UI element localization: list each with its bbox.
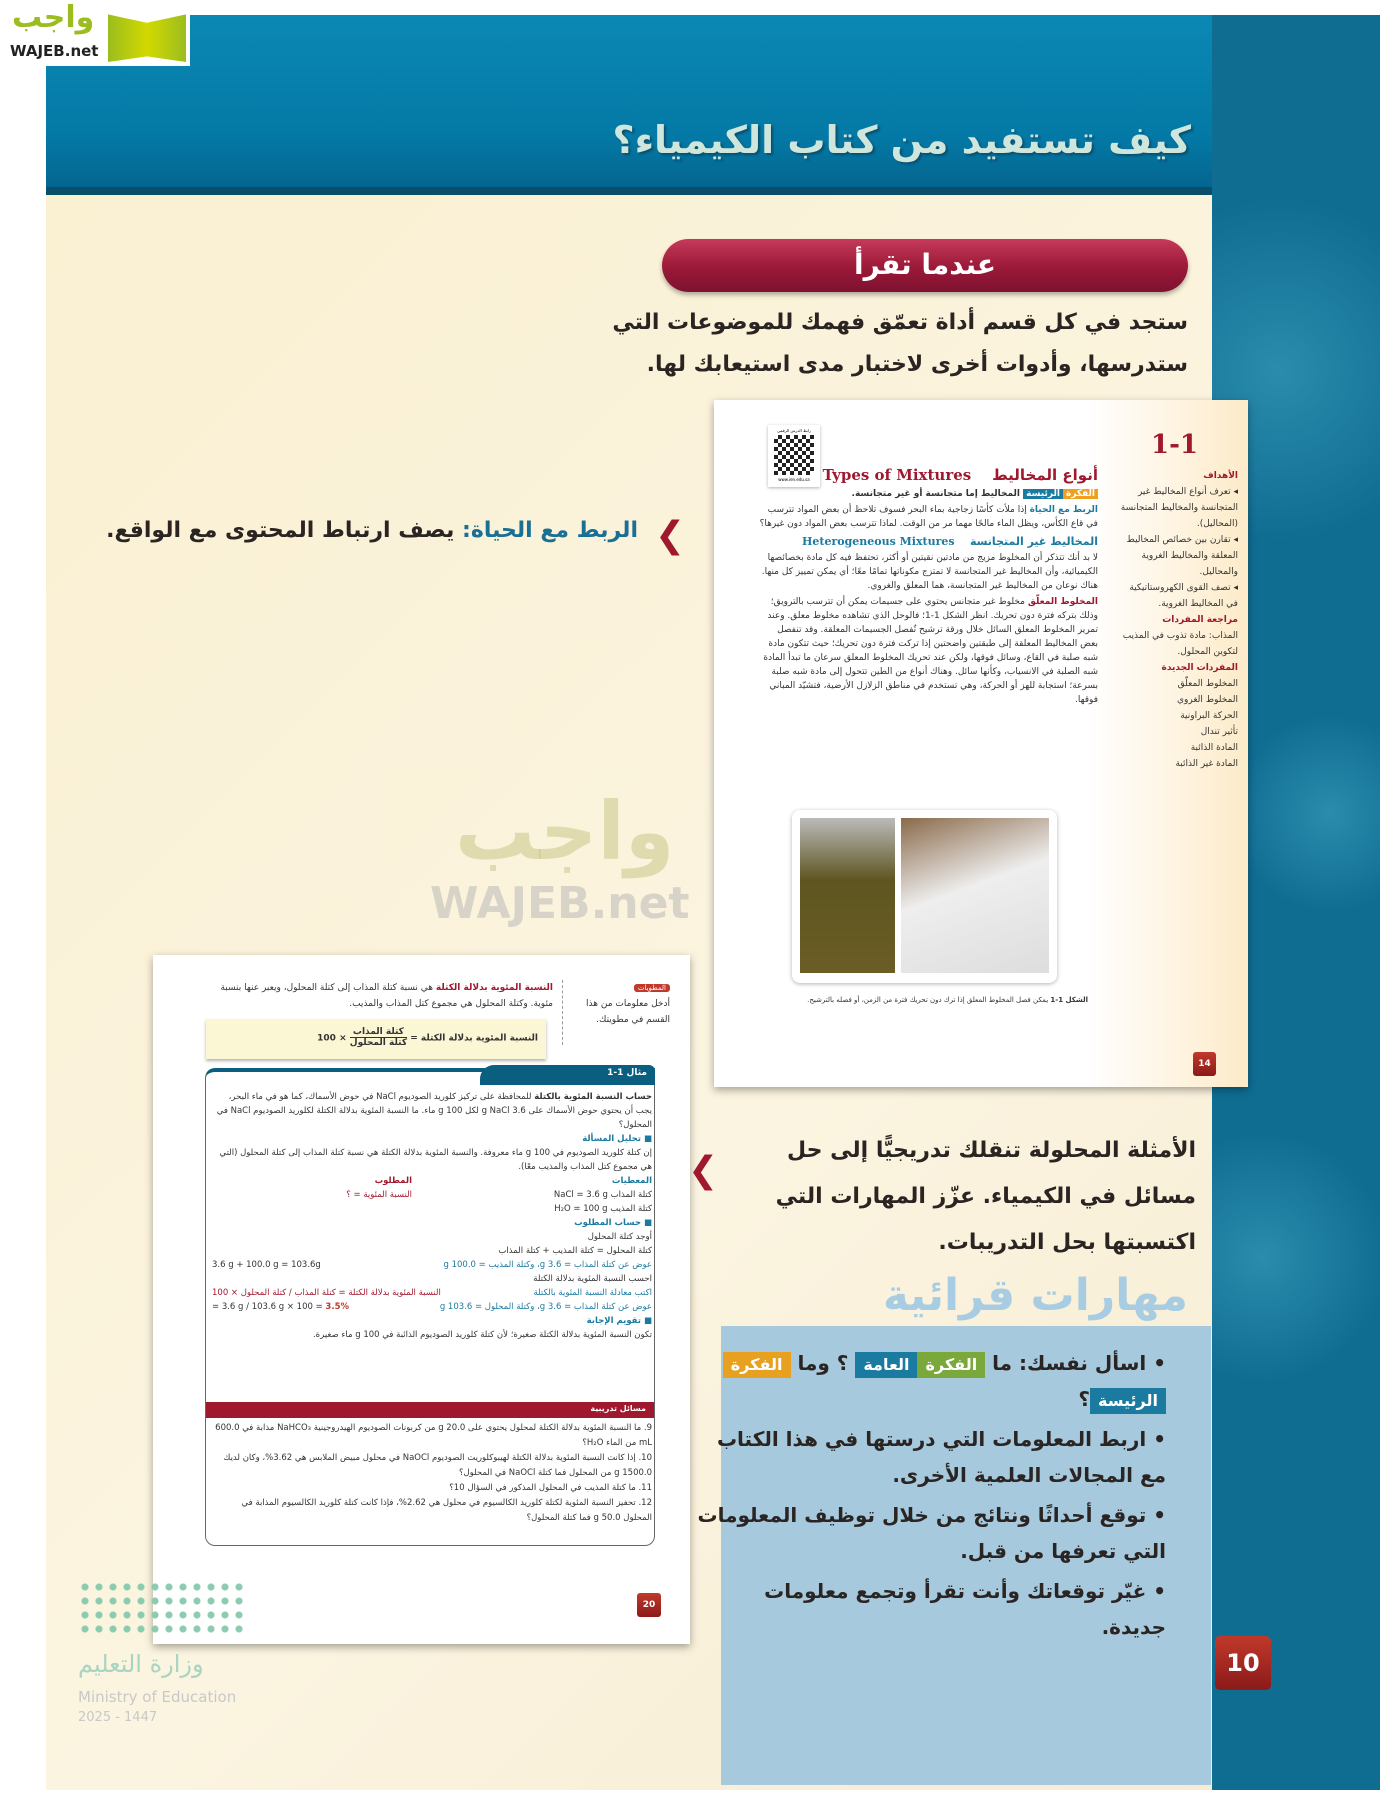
life-connection: الربط مع الحياة إذا ملأت كأسًا زجاجية بماء البحر فسوف تلاحظ أن بعض المواد تترسب في قاع الكأس، ويظل الماء مالحًا مهما مر من الوقت. لماذا تترسب بعض المواد دون غيرها؟ bbox=[759, 505, 1098, 529]
solved-examples-callout: الأمثلة المحلولة تنقلك تدريجيًّا إلى حل مسائل في الكيمياء. عزّز المهارات التي اكتسبتها بحل التدريبات. bbox=[775, 1138, 1196, 1255]
lesson-main-column bbox=[758, 465, 1098, 707]
page-number-badge: 14 bbox=[1193, 1052, 1216, 1076]
wajeb-logo bbox=[0, 0, 190, 66]
list-item: • اربط المعلومات التي درستها في هذا الكتاب مع المجالات العلمية الأخرى. bbox=[716, 1427, 1166, 1487]
chevron-left-icon: ❮ bbox=[688, 1150, 719, 1191]
list-item: • غيّر توقعاتك وأنت تقرأ وتجمع معلومات جديدة. bbox=[764, 1579, 1166, 1639]
book-page-14 bbox=[714, 400, 1248, 1087]
figure-photo bbox=[792, 810, 1057, 983]
beaker-mud-image bbox=[800, 818, 895, 973]
ministry-name-english: Ministry of Education bbox=[78, 1688, 237, 1706]
book-page-20 bbox=[153, 955, 690, 1644]
example-tab: مثال 1-1 bbox=[480, 1065, 655, 1085]
example-body: حساب النسبة المئوية بالكتلة للمحافظة على تركيز كلوريد الصوديوم NaCl في حوض الأسماك، كما هو في ماء البحر، يجب أن يحتوي حوض الأسماك على 3.6 g NaCl لكل 100 g ماء. ما النسبة المئوية بدلالة الكتلة لكلوريد الصوديوم NaCl في المحلول؟ ■ تحليل المسألة إن كتلة كلوريد الصوديوم في 100 g ماء معروفة. والنسبة المئوية بدلالة الكتلة هي نسبة كتلة المذاب إلى كتلة المحلول (التي هي مجموع كتل المذاب والمذيب معًا). المعطيات كتلة المذاب NaCl = 3.6 g كتلة المذيب H₂O = 100 g المطلوب النسبة المئوية = ؟ ■ حساب المطلوب أوجد كتلة المحلول كتلة المحلول = كتلة المذيب + كتلة المذاب عوض عن كتلة المذاب = 3.6 g، وكتلة المذيب = 100.0 g 3.6 g + 100.0 g = 103.6g احسب النسبة المئوية بدلالة الكتلة اكتب معادلة النسبة المئوية بالكتلة النسبة المئوية بدلالة الكتلة = كتلة المذاب / كتلة المحلول × 100 عوض عن كتلة المذاب = 3.6 g، وكتلة المحلول = 103.6 g = 3.6 g / 103.6 g × 100 = 3.5% ■ تقويم الإجابة تكون النسبة المئوية بدلالة الكتلة صغيرة؛ لأن كتلة كلوريد الصوديوم الذائبة في 100 g ماء صغيرة. bbox=[212, 1092, 652, 1340]
ministry-logo-dots-icon bbox=[78, 1580, 248, 1635]
reading-skills-heading: مهارات قرائية bbox=[882, 1270, 1188, 1321]
ministry-year: 2025 - 1447 bbox=[78, 1710, 158, 1725]
formula-box: النسبة المئوية بدلالة الكتلة = كتلة المذاب كتلة المحلول × 100 bbox=[206, 1019, 546, 1059]
page-number-badge: 10 bbox=[1215, 1636, 1271, 1690]
paragraph: لا بد أنك تتذكر أن المخلوط مزيج من مادتين نقيتين أو أكثر، تحتفظ فيه كل مادة بخصائصها الكيميائية، وأن المخاليط غير المتجانسة لا تمتزج مكوناتها تمامًا معًا؛ أي يمكن تمييز كل منها. هناك نوعان من المخاليط غير المتجانسة، هما المعلق والغروي. bbox=[761, 553, 1098, 591]
book-icon bbox=[108, 6, 186, 62]
callout-label: الربط مع الحياة: bbox=[462, 518, 638, 543]
lesson-title: أنواع المخاليط Types of Mixtures bbox=[822, 466, 1098, 484]
ministry-name-arabic: وزارة التعليم bbox=[78, 1650, 204, 1678]
sidebar: الأهداف ◂ تعرف أنواع المخاليط غير المتجانسة والمخاليط المتجانسة (المحاليل). ◂ تقارن بين خصائص المخاليط المعلقة والمخاليط الغروية والمحاليل. ◂ تصف القوى الكهروستاتيكية في المخاليط الغروية. مراجعة المفردات المذاب: مادة تذوب في المذيب لتكوين المحلول. المفردات الجديدة المخلوط المعلّق المخلوط الغروي الحركة البراونية تأثير تندال المادة الذائبة المادة غير الذائبة bbox=[1120, 471, 1238, 769]
figure-caption: الشكل 1-1 يمكن فصل المخلوط المعلق إذا ترك دون تحريك فترة من الزمن، أو فصله بالترشيح. bbox=[807, 996, 1088, 1004]
foldables: المطويات أدخل معلومات من هذا القسم في مطويتك. bbox=[586, 984, 670, 1025]
watermark-latin: WAJEB.net bbox=[430, 878, 690, 929]
page-title: كيف تستفيد من كتاب الكيمياء؟ bbox=[612, 118, 1191, 162]
list-item: • توقع أحداثًا ونتائج من خلال توظيف المعلومات التي تعرفها من قبل. bbox=[697, 1503, 1166, 1563]
when-reading-banner: عندما تقرأ bbox=[662, 239, 1188, 292]
intro-paragraph: ستجد في كل قسم أداة تعمّق فهمك للموضوعات التي ستدرسها، وأدوات أخرى لاختبار مدى استيعابك لها. bbox=[612, 310, 1188, 377]
reading-skills-list bbox=[696, 1345, 1166, 1649]
chevron-left-icon: ❮ bbox=[655, 515, 686, 556]
logo-arabic: واجب bbox=[12, 0, 95, 35]
definition: النسبة المئوية بدلالة الكتلة هي نسبة كتلة المذاب إلى كتلة المحلول، ويعبر عنها بنسبة مئوية. وكتلة المحلول هي مجموع كتل المذاب والمذيب. bbox=[220, 983, 553, 1009]
paragraph: المخلوط المعلّق مخلوط غير متجانس يحتوي على جسيمات يمكن أن تترسب بالترويق؛ وذلك بتركه فترة دون تحريك. انظر الشكل 1-1؛ فالوحل الذي تشاهده مخلوط معلق. وعند تمرير المخلوط المعلق السائل خلال ورقة ترشيح تُفصل الجسيمات المعلقة. وقد تنفصل بعض المخاليط المعلقة إلى طبقتين واضحتين إذا تركت فترة دون تحريك؛ حيث تتكون مادة شبه صلبة في القاع، وسائل فوقها، ولكن عند تحريك المخلوط المعلق سرعان ما تبدأ المادة شبه الصلبة في الانسياب، وكأنها سائل. وهناك أنواع من الطين تتحول إلى مادة شبه صلبة بسرعة؛ استجابة للهز أو الحركة، وهي تستخدم في مناطق الزلازل الأرضية، فتشيّد المباني فوقها. bbox=[763, 597, 1098, 705]
main-idea: الفكرةالرئيسة المخاليط إما متجانسة أو غير متجانسة. bbox=[758, 487, 1098, 501]
header-banner bbox=[46, 15, 1212, 195]
qr-code: رابط الدرس الرقمي www.ien.edu.sa bbox=[768, 425, 820, 487]
watermark-arabic: واجب bbox=[455, 785, 675, 878]
list-item: • اسأل نفسك: ما الفكرةالعامة ؟ وما الفكرةالرئيسة؟ bbox=[696, 1345, 1166, 1417]
life-connection-callout bbox=[106, 518, 638, 543]
callout-text: يصف ارتباط المحتوى مع الواقع. bbox=[106, 518, 455, 543]
filtering-image bbox=[901, 818, 1049, 973]
logo-latin: WAJEB.net bbox=[10, 42, 99, 60]
subheading: المخاليط غير المتجانسة Heterogeneous Mixtures bbox=[801, 535, 1098, 548]
practice-header: مسائل تدريبية bbox=[206, 1402, 654, 1418]
page-number-badge: 20 bbox=[637, 1593, 661, 1617]
section-number: 1-1 bbox=[1151, 430, 1198, 460]
practice-problems: 9. ما النسبة المئوية بدلالة الكتلة لمحلول يحتوي على 20.0 g من كربونات الصوديوم الهيدروجينية NaHCO₃ مذابة في 600.0 mL من الماء H₂O؟ 10. إذا كانت النسبة المئوية بدلالة الكتلة لهيبوكلوريت الصوديوم NaOCl في محلول مبيض الملابس هي 3.62%، وكان لديك 1500.0 g من المحلول فما كتلة NaOCl في المحلول؟ 11. ما كتلة المذيب في المحلول المذكور في السؤال 10؟ 12. تحفيز النسبة المئوية لكتلة كلوريد الكالسيوم في محلول هي 2.62%، فإذا كانت كتلة كلوريد الكالسيوم المذابة في المحلول 50.0 g فما كتلة المحلول؟ bbox=[215, 1423, 652, 1523]
